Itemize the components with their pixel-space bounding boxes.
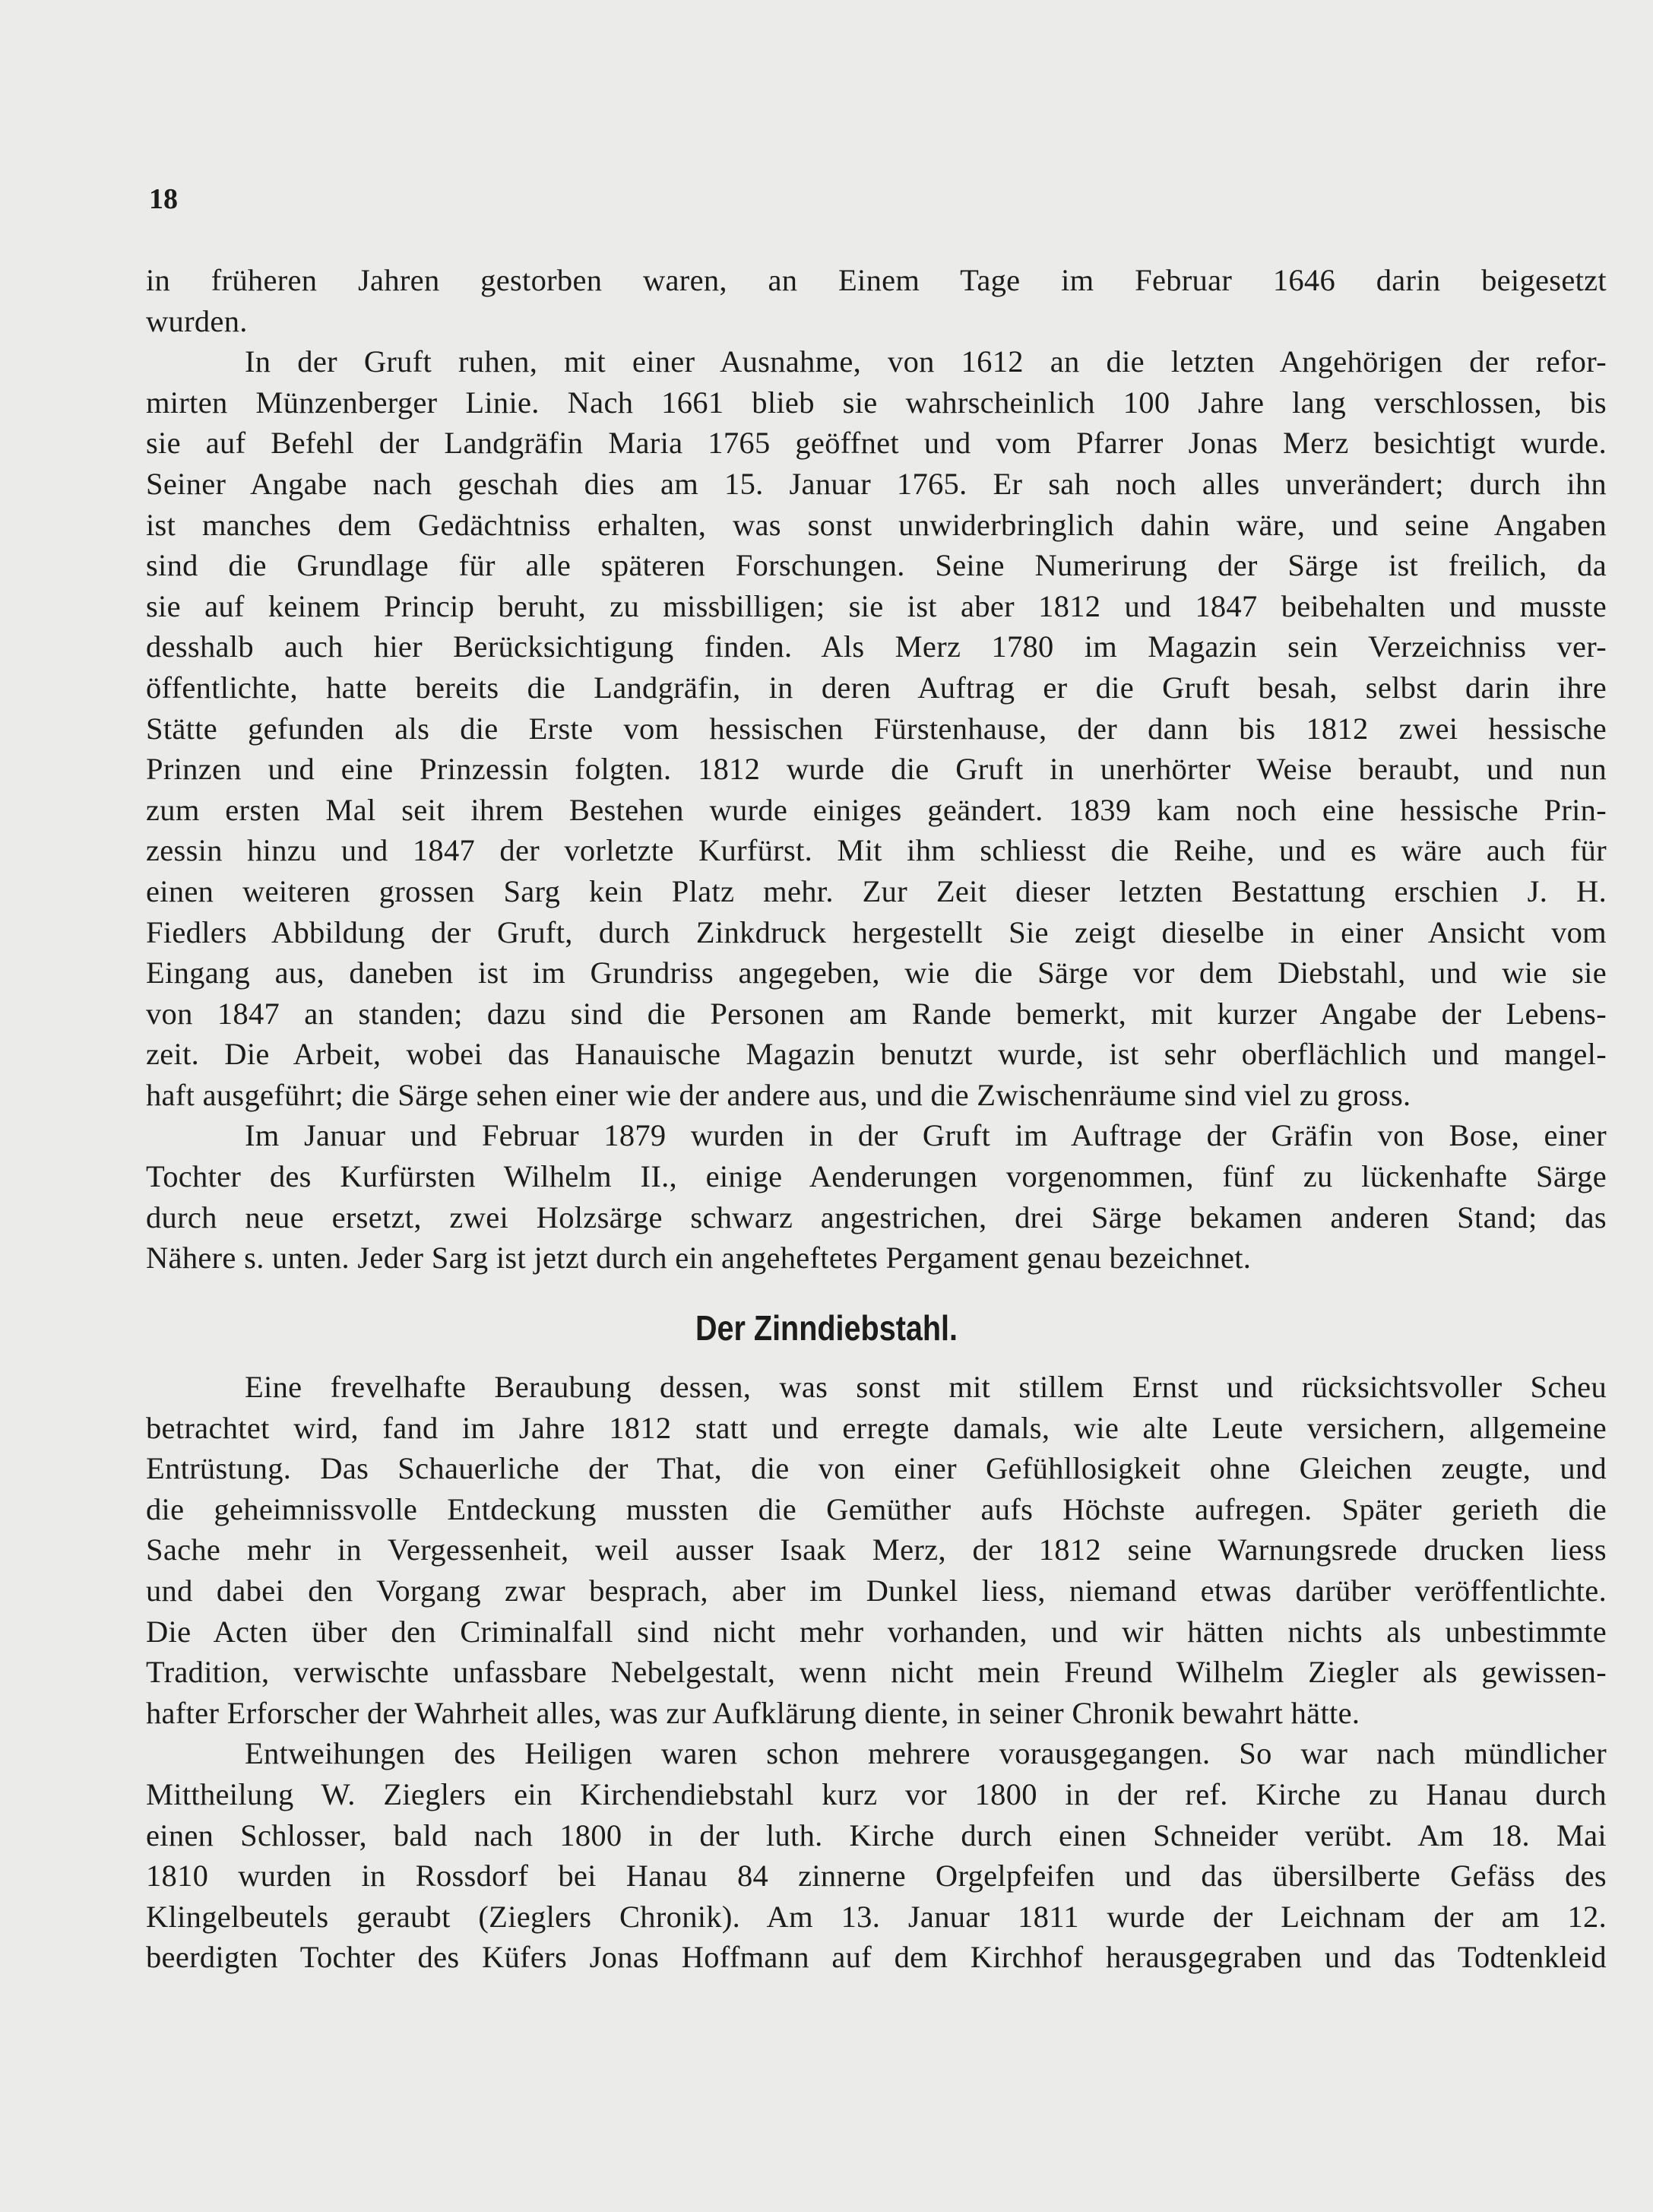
text-line: einen weiteren grossen Sarg kein Platz mehr. Zur Zeit dieser letzten Bestattung erschien J. H. bbox=[146, 873, 1607, 908]
text-line: die geheimnissvolle Entdeckung mussten die Gemüther aufs Höchste aufregen. Später gerieth die bbox=[146, 1491, 1607, 1526]
text-line: beerdigten Tochter des Küfers Jonas Hoffmann auf dem Kirchhof herausgegraben und das Todtenkleid bbox=[146, 1940, 1607, 1975]
text-line: mirten Münzenberger Linie. Nach 1661 blieb sie wahrscheinlich 100 Jahre lang verschlossen, bis bbox=[146, 385, 1607, 420]
text-line: sie auf keinem Princip beruht, zu missbilligen; sie ist aber 1812 und 1847 beibehalten und musste bbox=[146, 588, 1607, 623]
text-line: haft ausgeführt; die Särge sehen einer wie der andere aus, und die Zwischenräume sind viel zu gross. bbox=[146, 1077, 1411, 1112]
text-line: Tradition, verwischte unfassbare Nebelgestalt, wenn nicht mein Freund Wilhelm Ziegler als gewissen- bbox=[146, 1655, 1607, 1690]
text-line: sie auf Befehl der Landgräfin Maria 1765 geöffnet und vom Pfarrer Jonas Merz besichtigt wurde. bbox=[146, 426, 1607, 461]
text-line: Stätte gefunden als die Erste vom hessischen Fürstenhause, der dann bis 1812 zwei hessische bbox=[146, 711, 1607, 746]
text-line: einen Schlosser, bald nach 1800 in der luth. Kirche durch einen Schneider verübt. Am 18. Mai bbox=[146, 1817, 1607, 1852]
text-line: Entrüstung. Das Schauerliche der That, die von einer Gefühllosigkeit ohne Gleichen zeugte, und bbox=[146, 1451, 1607, 1486]
text-line: Sache mehr in Vergessenheit, weil ausser Isaak Merz, der 1812 seine Warnungsrede drucken liess bbox=[146, 1532, 1607, 1567]
text-line: In der Gruft ruhen, mit einer Ausnahme, von 1612 an die letzten Angehörigen der refor- bbox=[245, 344, 1607, 379]
text-line: durch neue ersetzt, zwei Holzsärge schwarz angestrichen, drei Särge bekamen anderen Stand; das bbox=[146, 1199, 1607, 1234]
text-line: und dabei den Vorgang zwar besprach, aber im Dunkel liess, niemand etwas darüber veröffentlichte. bbox=[146, 1573, 1607, 1608]
text-line: hafter Erforscher der Wahrheit alles, was zur Aufklärung diente, in seiner Chronik bewahrt hätte. bbox=[146, 1695, 1360, 1730]
text-line: sind die Grundlage für alle späteren Forschungen. Seine Numerirung der Särge ist freilich, da bbox=[146, 548, 1607, 583]
text-line: zessin hinzu und 1847 der vorletzte Kurfürst. Mit ihm schliesst die Reihe, und es wäre auch für bbox=[146, 833, 1607, 868]
text-line: Eingang aus, daneben ist im Grundriss angegeben, wie die Särge vor dem Diebstahl, und wie sie bbox=[146, 955, 1607, 990]
text-line: Eine frevelhafte Beraubung dessen, was sonst mit stillem Ernst und rücksichtsvoller Scheu bbox=[245, 1370, 1607, 1404]
text-line: desshalb auch hier Berücksichtigung finden. Als Merz 1780 im Magazin sein Verzeichniss ver- bbox=[146, 629, 1607, 664]
text-line: Mittheilung W. Zieglers ein Kirchendiebstahl kurz vor 1800 in der ref. Kirche zu Hanau durch bbox=[146, 1776, 1607, 1811]
section-heading: Der Zinndiebstahl. bbox=[695, 1308, 958, 1348]
text-line: Im Januar und Februar 1879 wurden in der Gruft im Auftrage der Gräfin von Bose, einer bbox=[245, 1118, 1607, 1153]
text-line: Prinzen und eine Prinzessin folgten. 1812 wurde die Gruft in unerhörter Weise beraubt, und nun bbox=[146, 752, 1607, 787]
text-line: ist manches dem Gedächtniss erhalten, was sonst unwiderbringlich dahin wäre, und seine Angaben bbox=[146, 507, 1607, 542]
body-text-block-1 bbox=[146, 260, 1607, 1279]
body-text-block-2 bbox=[146, 1367, 1607, 1978]
text-line: Klingelbeutels geraubt (Zieglers Chronik). Am 13. Januar 1811 wurde der Leichnam der am 12. bbox=[146, 1899, 1607, 1934]
text-line: zum ersten Mal seit ihrem Bestehen wurde einiges geändert. 1839 kam noch eine hessische Prin- bbox=[146, 792, 1607, 827]
text-line: Nähere s. unten. Jeder Sarg ist jetzt durch ein angeheftetes Pergament genau bezeichnet. bbox=[146, 1241, 1252, 1276]
text-line: Die Acten über den Criminalfall sind nicht mehr vorhanden, und wir hätten nichts als unbestimmte bbox=[146, 1614, 1607, 1649]
text-line: zeit. Die Arbeit, wobei das Hanauische Magazin benutzt wurde, ist sehr oberflächlich und mangel- bbox=[146, 1037, 1607, 1072]
text-line: öffentlichte, hatte bereits die Landgräfin, in deren Auftrag er die Gruft besah, selbst darin ihre bbox=[146, 670, 1607, 705]
text-line: Seiner Angabe nach geschah dies am 15. Januar 1765. Er sah noch alles unverändert; durch ihn bbox=[146, 466, 1607, 501]
text-line: in früheren Jahren gestorben waren, an Einem Tage im Februar 1646 darin beigesetzt bbox=[146, 263, 1607, 297]
text-line: Fiedlers Abbildung der Gruft, durch Zinkdruck hergestellt Sie zeigt dieselbe in einer Ansicht vom bbox=[146, 914, 1607, 949]
text-line: von 1847 an standen; dazu sind die Personen am Rande bemerkt, mit kurzer Angabe der Lebens- bbox=[146, 996, 1607, 1031]
text-line: 1810 wurden in Rossdorf bei Hanau 84 zinnerne Orgelpfeifen und das übersilberte Gefäss des bbox=[146, 1859, 1607, 1894]
text-line: Tochter des Kurfürsten Wilhelm II., einige Aenderungen vorgenommen, fünf zu lückenhafte Särge bbox=[146, 1159, 1607, 1194]
text-line: wurden. bbox=[146, 303, 248, 338]
text-line: Entweihungen des Heiligen waren schon mehrere vorausgegangen. So war nach mündlicher bbox=[245, 1736, 1607, 1771]
text-line: betrachtet wird, fand im Jahre 1812 statt und erregte damals, wie alte Leute versichern, allgemeine bbox=[146, 1410, 1607, 1445]
page-number: 18 bbox=[149, 183, 178, 215]
